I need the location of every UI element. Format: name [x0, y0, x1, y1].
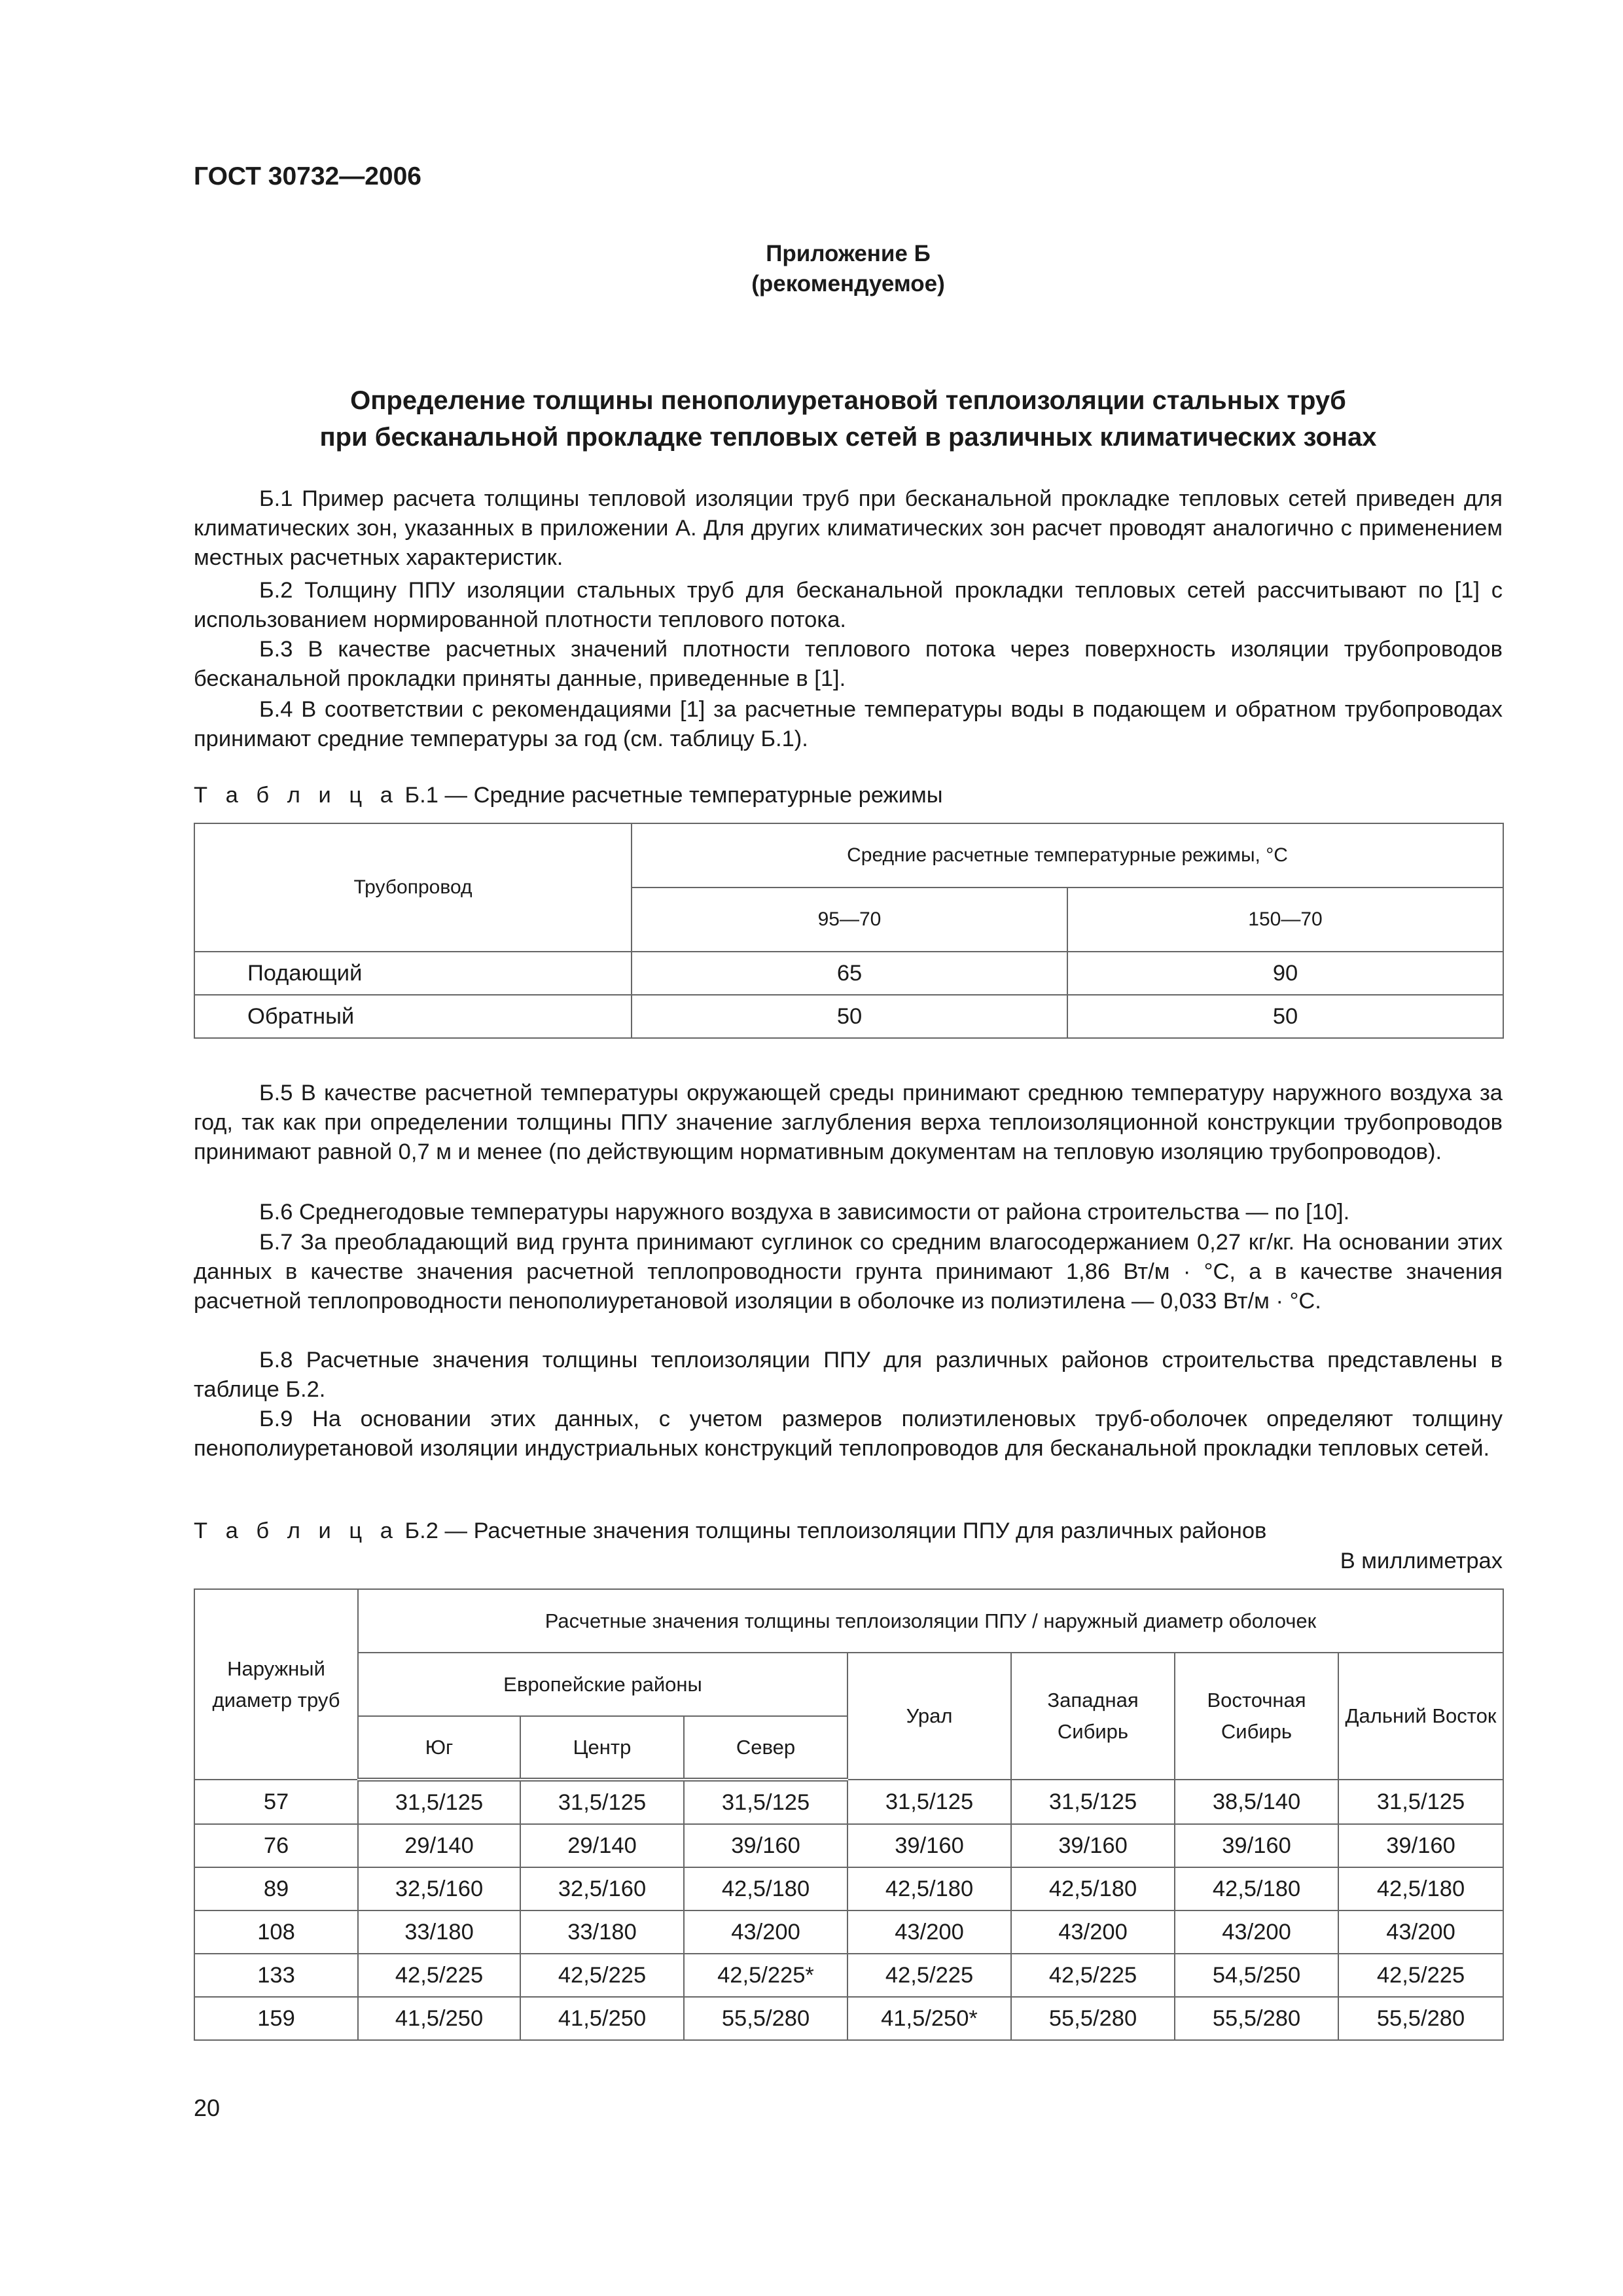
- cell-thickness-value: 42,5/180: [1175, 1867, 1338, 1910]
- paragraph-b3: Б.3 В качестве расчетных значений плотности теплового потока через поверхность изоляции трубопроводов бесканальной прокладки приняты данные, приведенные в [1].: [194, 637, 1503, 691]
- cell-value: 50: [632, 995, 1067, 1038]
- header-european-regions: Европейские районы: [358, 1653, 847, 1716]
- cell-thickness-value: 39/160: [847, 1824, 1011, 1867]
- cell-thickness-value: 33/180: [520, 1910, 684, 1954]
- cell-thickness-value: 43/200: [847, 1910, 1011, 1954]
- paragraph-b9: Б.9 На основании этих данных, с учетом размеров полиэтиленовых труб-оболочек определяют толщину пенополиуретановой изоляции индустриальных конструкций теплопроводов для бесканальной прокладки тепловых сетей.: [194, 1407, 1503, 1461]
- cell-value: 90: [1067, 952, 1503, 995]
- cell-thickness-value: 39/160: [1338, 1824, 1503, 1867]
- cell-thickness-value: 55,5/280: [1011, 1997, 1175, 2040]
- header-east-siberia: Восточная Сибирь: [1175, 1653, 1338, 1780]
- cell-thickness-value: 42,5/225: [520, 1954, 684, 1997]
- header-south: Юг: [358, 1716, 520, 1780]
- document-title-line2: при бесканальной прокладке тепловых сетей в различных климатических зонах: [319, 423, 1377, 452]
- cell-pipe-diameter: 57: [194, 1780, 358, 1824]
- header-north: Север: [684, 1716, 847, 1780]
- cell-value: 65: [632, 952, 1067, 995]
- table2-caption-prefix: Т а б л и ц а: [194, 1518, 399, 1543]
- page-number: 20: [194, 2094, 221, 2121]
- cell-thickness-value: 39/160: [1175, 1824, 1338, 1867]
- header-far-east: Дальний Восток: [1338, 1653, 1503, 1780]
- cell-thickness-value: 31,5/125: [520, 1780, 684, 1824]
- table-row: [194, 995, 1503, 1038]
- header-ural: Урал: [847, 1653, 1011, 1780]
- table-row: [194, 1780, 1503, 1824]
- cell-thickness-value: 38,5/140: [1175, 1780, 1338, 1824]
- table2-caption-text: Б.2 — Расчетные значения толщины теплоизоляции ППУ для различных районов: [404, 1518, 1267, 1543]
- cell-pipe-diameter: 133: [194, 1954, 358, 1997]
- header-mode-150-70: 150—70: [1067, 888, 1503, 952]
- table-row: [194, 1954, 1503, 1997]
- paragraph-b7: Б.7 За преобладающий вид грунта принимают суглинок со средним влагосодержанием 0,27 кг/кг. На основании этих данных в качестве значения расчетной теплопроводности грунта принимают 1,86 Вт/м · °С, а в качестве значения расчетной теплопроводности пенополиуретановой изоляции в оболочке из полиэтилена — 0,033 Вт/м · °С.: [194, 1230, 1503, 1314]
- table1-caption-text: Б.1 — Средние расчетные температурные режимы: [404, 783, 943, 808]
- cell-thickness-value: 42,5/225*: [684, 1954, 847, 1997]
- cell-thickness-value: 43/200: [1011, 1910, 1175, 1954]
- table-row: [194, 1910, 1503, 1954]
- table-row: [194, 1824, 1503, 1867]
- cell-pipe-name: Обратный: [194, 995, 632, 1038]
- cell-thickness-value: 29/140: [520, 1824, 684, 1867]
- cell-thickness-value: 39/160: [1011, 1824, 1175, 1867]
- cell-thickness-value: 43/200: [684, 1910, 847, 1954]
- paragraph-b8: Б.8 Расчетные значения толщины теплоизоляции ППУ для различных районов строительства представлены в таблице Б.2.: [194, 1348, 1503, 1402]
- table-row: [194, 952, 1503, 995]
- cell-pipe-diameter: 159: [194, 1997, 358, 2040]
- cell-thickness-value: 31,5/125: [1011, 1780, 1175, 1824]
- cell-thickness-value: 33/180: [358, 1910, 520, 1954]
- paragraph-b1: Б.1 Пример расчета толщины тепловой изоляции труб при бесканальной прокладке тепловых сетей приведен для климатических зон, указанных в приложении А. Для других климатических зон расчет проводят аналогично с применением местных расчетных характеристик.: [194, 486, 1503, 570]
- cell-thickness-value: 31,5/125: [358, 1780, 520, 1824]
- standard-header: ГОСТ 30732—2006: [194, 162, 421, 190]
- cell-thickness-value: 41,5/250*: [847, 1997, 1011, 2040]
- cell-thickness-value: 42,5/225: [1338, 1954, 1503, 1997]
- cell-pipe-diameter: 108: [194, 1910, 358, 1954]
- table2-units: В миллиметрах: [1340, 1549, 1503, 1573]
- table-temperature-modes: [194, 823, 1504, 1039]
- cell-thickness-value: 54,5/250: [1175, 1954, 1338, 1997]
- table2-caption: [194, 1518, 1266, 1544]
- table2-body: [194, 1780, 1503, 2040]
- cell-thickness-value: 32,5/160: [358, 1867, 520, 1910]
- cell-thickness-value: 31,5/125: [847, 1780, 1011, 1824]
- cell-thickness-value: 42,5/225: [358, 1954, 520, 1997]
- header-mode-95-70: 95—70: [632, 888, 1067, 952]
- table1-caption: [194, 783, 943, 808]
- header-outer-diameter: Наружный диаметр труб: [194, 1589, 358, 1780]
- cell-thickness-value: 55,5/280: [684, 1997, 847, 2040]
- cell-value: 50: [1067, 995, 1503, 1038]
- header-temperature-modes: Средние расчетные температурные режимы, °С: [632, 823, 1503, 888]
- cell-pipe-name: Подающий: [194, 952, 632, 995]
- cell-thickness-value: 43/200: [1338, 1910, 1503, 1954]
- table-row: [194, 1867, 1503, 1910]
- table-row: [194, 1997, 1503, 2040]
- appendix-label: Приложение Б: [766, 241, 931, 266]
- cell-thickness-value: 42,5/180: [1338, 1867, 1503, 1910]
- paragraph-b4: Б.4 В соответствии с рекомендациями [1] за расчетные температуры воды в подающем и обратном трубопроводах принимают средние температуры за год (см. таблицу Б.1).: [194, 697, 1503, 751]
- cell-thickness-value: 41,5/250: [358, 1997, 520, 2040]
- cell-thickness-value: 42,5/180: [847, 1867, 1011, 1910]
- cell-thickness-value: 42,5/225: [847, 1954, 1011, 1997]
- cell-pipe-diameter: 89: [194, 1867, 358, 1910]
- header-thickness-values: Расчетные значения толщины теплоизоляции ППУ / наружный диаметр оболочек: [358, 1589, 1503, 1653]
- document-title-line1: Определение толщины пенополиуретановой теплоизоляции стальных труб: [350, 386, 1346, 415]
- table-insulation-thickness: [194, 1588, 1504, 2041]
- appendix-status: (рекомендуемое): [751, 271, 945, 296]
- cell-pipe-diameter: 76: [194, 1824, 358, 1867]
- cell-thickness-value: 55,5/280: [1175, 1997, 1338, 2040]
- header-west-siberia: Западная Сибирь: [1011, 1653, 1175, 1780]
- table1-caption-prefix: Т а б л и ц а: [194, 783, 399, 808]
- cell-thickness-value: 29/140: [358, 1824, 520, 1867]
- cell-thickness-value: 43/200: [1175, 1910, 1338, 1954]
- paragraph-b2: Б.2 Толщину ППУ изоляции стальных труб для бесканальной прокладки тепловых сетей рассчитывают по [1] с использованием нормированной плотности теплового потока.: [194, 578, 1503, 632]
- paragraph-b6: Б.6 Среднегодовые температуры наружного воздуха в зависимости от района строительства — по [10].: [259, 1200, 1350, 1225]
- cell-thickness-value: 41,5/250: [520, 1997, 684, 2040]
- cell-thickness-value: 32,5/160: [520, 1867, 684, 1910]
- cell-thickness-value: 42,5/225: [1011, 1954, 1175, 1997]
- cell-thickness-value: 39/160: [684, 1824, 847, 1867]
- header-center: Центр: [520, 1716, 684, 1780]
- header-pipeline: Трубопровод: [194, 823, 632, 952]
- cell-thickness-value: 31,5/125: [1338, 1780, 1503, 1824]
- cell-thickness-value: 42,5/180: [684, 1867, 847, 1910]
- cell-thickness-value: 55,5/280: [1338, 1997, 1503, 2040]
- cell-thickness-value: 31,5/125: [684, 1780, 847, 1824]
- cell-thickness-value: 42,5/180: [1011, 1867, 1175, 1910]
- paragraph-b5: Б.5 В качестве расчетной температуры окружающей среды принимают среднюю температуру наружного воздуха за год, так как при определении толщины ППУ значение заглубления верха теплоизоляционной конструкции трубопроводов принимают равной 0,7 м и менее (по действующим нормативным документам на тепловую изоляцию трубопроводов).: [194, 1081, 1503, 1164]
